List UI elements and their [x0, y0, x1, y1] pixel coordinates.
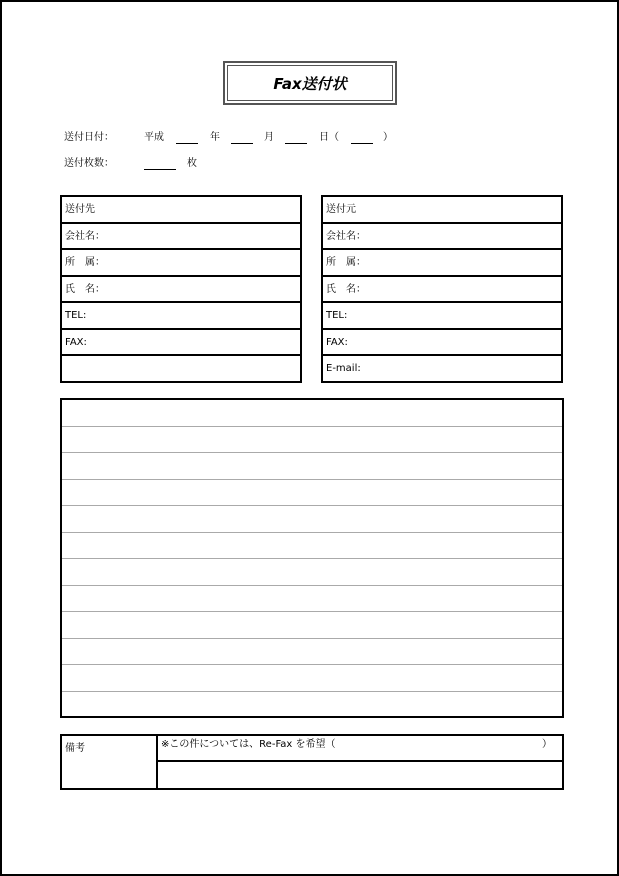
- page-count-unit: 枚: [187, 158, 197, 169]
- refax-request-close: ）: [542, 739, 552, 750]
- notes-field[interactable]: [158, 762, 562, 788]
- sender-tel-field[interactable]: TEL:: [323, 303, 561, 330]
- message-line[interactable]: [62, 533, 562, 560]
- year-blank[interactable]: [176, 143, 198, 144]
- message-line[interactable]: [62, 639, 562, 666]
- era-label: 平成: [144, 132, 164, 143]
- day-label: 日（: [319, 132, 339, 143]
- sender-email-field[interactable]: E-mail:: [326, 363, 361, 374]
- recipient-company-field[interactable]: 会社名：: [62, 224, 300, 251]
- page-title: Fax送付状: [227, 65, 393, 101]
- message-line[interactable]: [62, 453, 562, 480]
- message-line[interactable]: [62, 692, 562, 719]
- month-label: 月: [264, 132, 274, 143]
- page-count-label: 送付枚数：: [64, 158, 114, 169]
- message-line[interactable]: [62, 586, 562, 613]
- message-line[interactable]: [62, 427, 562, 454]
- recipient-box: [60, 195, 302, 383]
- sender-company-field[interactable]: 会社名：: [323, 224, 561, 251]
- recipient-department-field[interactable]: 所 属：: [62, 250, 300, 277]
- weekday-close: ）: [383, 132, 393, 143]
- recipient-tel-field[interactable]: TEL:: [62, 303, 300, 330]
- notes-label: 備考: [62, 736, 158, 788]
- sender-name-field[interactable]: 氏 名：: [323, 277, 561, 304]
- send-date-label: 送付日付：: [64, 132, 114, 143]
- sender-fax-field[interactable]: FAX:: [323, 330, 561, 357]
- sender-department-field[interactable]: 所 属：: [323, 250, 561, 277]
- sender-box: [321, 195, 563, 383]
- weekday-blank[interactable]: [351, 143, 373, 144]
- recipient-name-field[interactable]: 氏 名：: [62, 277, 300, 304]
- message-area[interactable]: [60, 398, 564, 718]
- recipient-extra-field[interactable]: [62, 356, 300, 383]
- year-label: 年: [210, 132, 220, 143]
- page-count-blank[interactable]: [144, 169, 176, 170]
- month-blank[interactable]: [231, 143, 253, 144]
- message-line[interactable]: [62, 559, 562, 586]
- title-frame: [223, 61, 397, 105]
- recipient-fax-field[interactable]: FAX:: [62, 330, 300, 357]
- message-line[interactable]: [62, 506, 562, 533]
- sender-heading: 送付元: [323, 197, 561, 224]
- message-line[interactable]: [62, 480, 562, 507]
- refax-request-row[interactable]: [158, 736, 562, 762]
- message-line[interactable]: [62, 612, 562, 639]
- day-blank[interactable]: [285, 143, 307, 144]
- message-line[interactable]: [62, 665, 562, 692]
- recipient-heading: 送付先: [62, 197, 300, 224]
- refax-request-text: ※この件については、Re-Fax を希望（: [161, 739, 336, 750]
- notes-box: [60, 734, 564, 790]
- message-line[interactable]: [62, 400, 562, 427]
